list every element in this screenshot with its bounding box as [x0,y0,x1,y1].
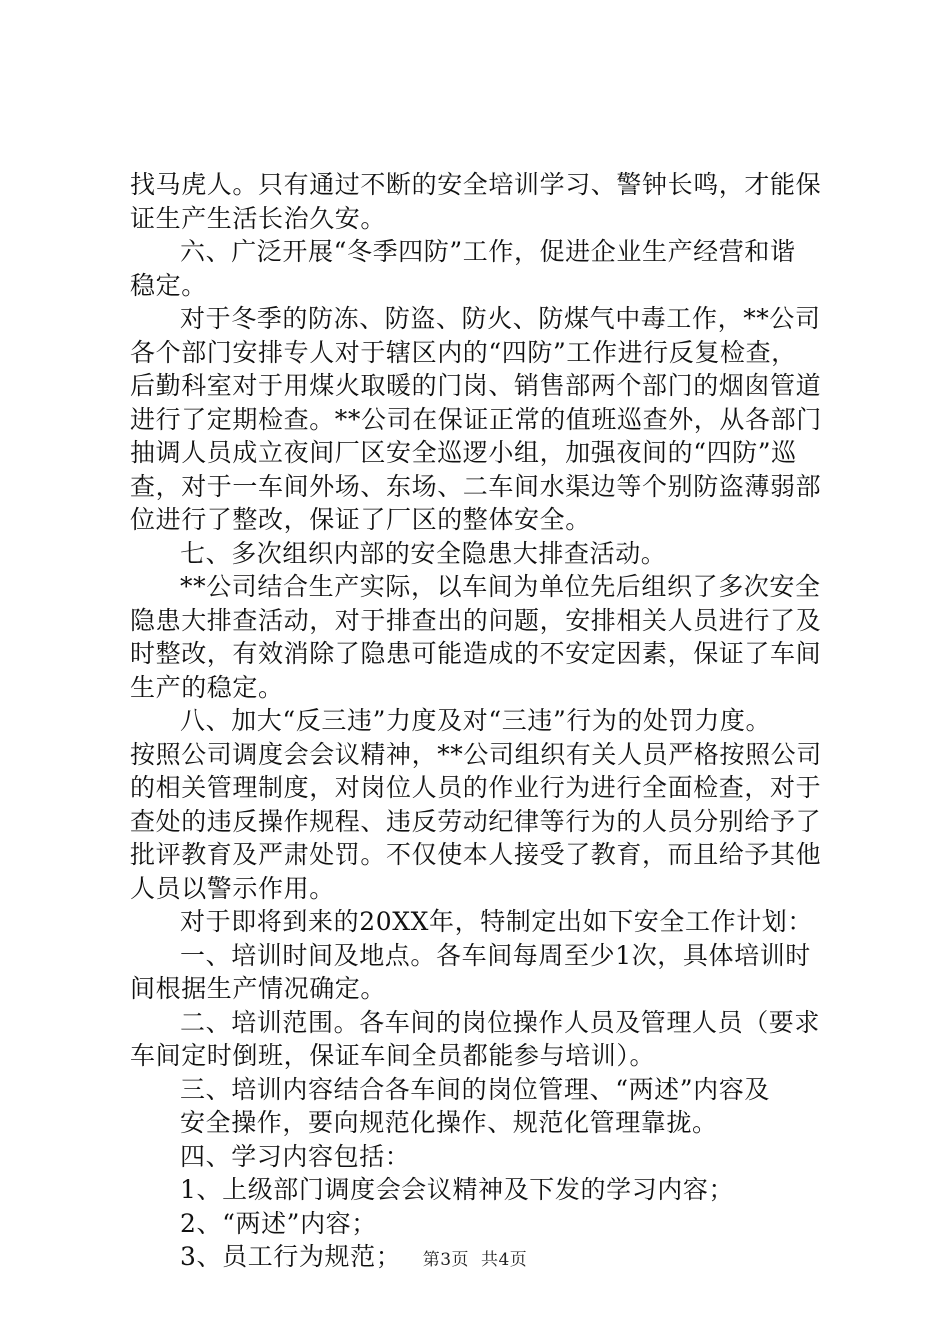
list-item: 1、上级部门调度会会议精神及下发的学习内容； [180,1175,735,1204]
document-body [130,168,830,1274]
text-line: 车间定时倒班，保证车间全员都能参与培训）。 [130,1041,656,1070]
section-heading: 七、多次组织内部的安全隐患大排查活动。 [180,538,667,568]
section-heading: 六、广泛开展“冬季四防”工作，促进企业生产经营和谐 [180,237,796,266]
list-item: 3、员工行为规范； [180,1242,402,1271]
text-line: 隐患大排查活动，对于排查出的问题，安排相关人员进行了及 [130,605,822,635]
text-line: 安全操作，要向规范化操作、规范化管理靠拢。 [180,1108,718,1137]
plan-item: 四、学习内容包括： [180,1141,411,1171]
text-line: 的相关管理制度，对岗位人员的作业行为进行全面检查，对于 [130,773,822,802]
text-line: 进行了定期检查。**公司在保证正常的值班巡查外，从各部门 [130,404,822,434]
text-line: 时整改，有效消除了隐患可能造成的不安定因素，保证了车间 [130,639,822,668]
text-line: 证生产生活长治久安。 [130,203,387,233]
text-line: 人员以警示作用。 [130,873,335,903]
page-footer [0,1245,950,1270]
text-line: 抽调人员成立夜间厂区安全巡逻小组，加强夜间的“四防”巡 [130,438,797,467]
text-line: 查，对于一车间外场、东场、二车间水渠边等个别防盗薄弱部 [130,471,822,501]
text-line: 按照公司调度会会议精神，**公司组织有关人员严格按照公司 [130,739,822,769]
section-heading: 八、加大“反三违”力度及对“三违”行为的处罚力度。 [180,706,772,735]
text-line: 稳定。 [130,270,207,300]
plan-item: 二、培训范围。各车间的岗位操作人员及管理人员（要求 [180,1007,821,1037]
text-line: 对于即将到来的20XX年，特制定出如下安全工作计划： [180,907,814,936]
list-item: 2、“两述”内容； [180,1208,377,1238]
plan-item: 一、培训时间及地点。各车间每周至少1次，具体培训时 [180,940,811,970]
text-line: 查处的违反操作规程、违反劳动纪律等行为的人员分别给予了 [130,806,822,836]
page-total: 共4页 [480,1250,528,1270]
plan-item: 三、培训内容结合各车间的岗位管理、“两述”内容及 [180,1074,770,1104]
text-line: 对于冬季的防冻、防盗、防火、防煤气中毒工作，**公司 [180,304,821,333]
text-line: 后勤科室对于用煤火取暖的门岗、销售部两个部门的烟囱管道 [130,371,822,400]
text-line: 生产的稳定。 [130,672,284,702]
text-line: 批评教育及严肃处罚。不仅使本人接受了教育，而且给予其他 [130,840,822,869]
text-line: 各个部门安排专人对于辖区内的“四防”工作进行反复检查， [130,337,797,367]
page-number: 第3页 [422,1250,470,1270]
text-line: 找马虎人。只有通过不断的安全培训学习、警钟长鸣，才能保 [130,170,822,199]
text-line: 间根据生产情况确定。 [130,974,387,1003]
text-line: **公司结合生产实际，以车间为单位先后组织了多次安全 [180,572,821,601]
text-line: 位进行了整改，保证了厂区的整体安全。 [130,505,591,534]
